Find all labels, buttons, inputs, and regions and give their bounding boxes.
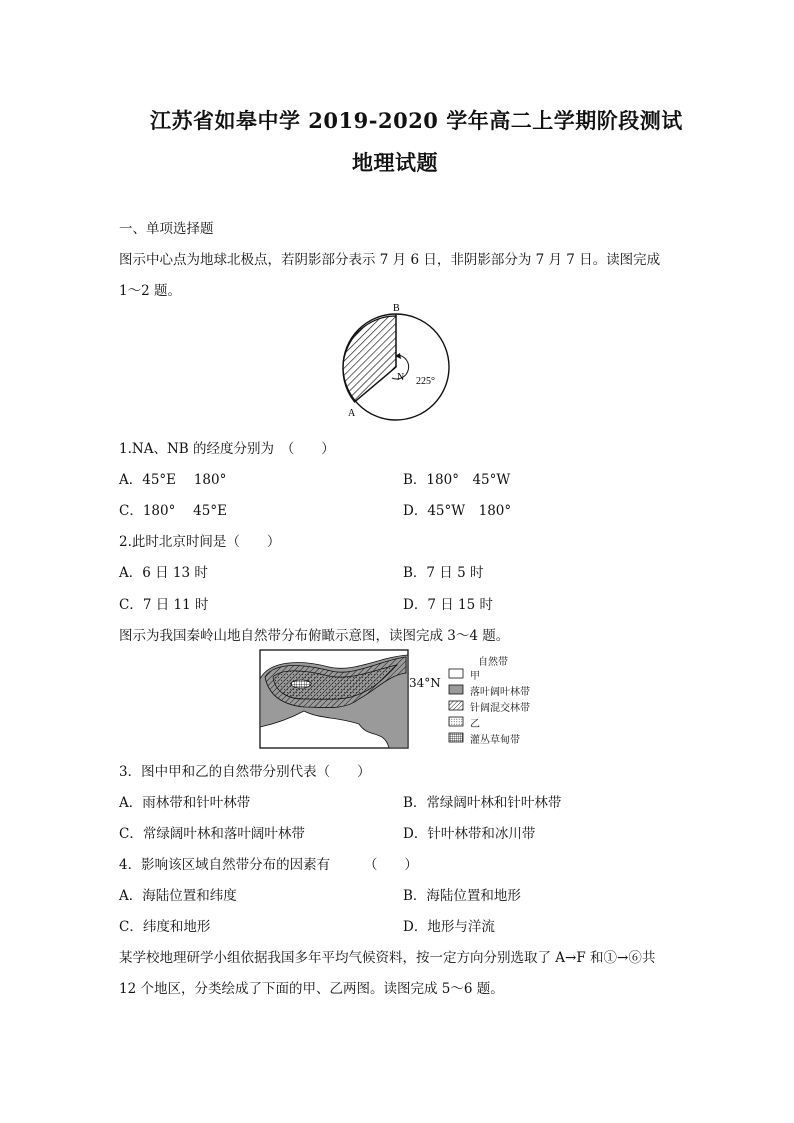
option-a: A．6 日 13 时 xyxy=(119,565,208,581)
option-d: D．45°W 180° xyxy=(403,503,512,519)
question-stem: 2.此时北京时间是（ ） xyxy=(119,534,281,550)
question-stem: 1.NA、NB 的经度分别为 （ ） xyxy=(119,441,335,457)
intro-text: 1～2 题。 xyxy=(119,283,181,299)
legend-swatch-meadow xyxy=(449,733,463,742)
qinling-zone-map xyxy=(259,649,409,749)
page-subtitle: 地理试题 xyxy=(352,150,438,175)
legend-swatch-mixed xyxy=(449,701,463,710)
latitude-label: 34°N xyxy=(409,676,441,690)
legend-title: 自然带 xyxy=(478,657,508,668)
intro-text: 图示为我国秦岭山地自然带分布俯瞰示意图，读图完成 3～4 题。 xyxy=(119,628,510,644)
question-stem: 4．影响该区域自然带分布的因素有 （ ） xyxy=(119,857,418,873)
section-heading: 一、单项选择题 xyxy=(119,221,214,237)
option-b: B．180° 45°W xyxy=(403,472,511,488)
label-a: A xyxy=(348,408,356,419)
option-a: A．雨林带和针叶林带 xyxy=(119,795,251,811)
legend-swatches xyxy=(448,668,466,748)
option-d: D．地形与洋流 xyxy=(403,919,495,935)
option-a: A．海陆位置和纬度 xyxy=(119,888,237,904)
option-d: D．7 日 15 时 xyxy=(403,597,493,613)
option-c: C．纬度和地形 xyxy=(119,919,211,935)
option-c: C．180° 45°E xyxy=(119,503,227,519)
option-c: C．常绿阔叶林和落叶阔叶林带 xyxy=(119,826,305,842)
option-b: B．常绿阔叶林和针叶林带 xyxy=(403,795,562,811)
intro-text: 12 个地区，分类绘成了下面的甲、乙两图。读图完成 5～6 题。 xyxy=(119,981,504,997)
label-n: N xyxy=(397,372,405,383)
option-a: A．45°E 180° xyxy=(119,472,227,488)
option-d: D．针叶林带和冰川带 xyxy=(403,826,536,842)
legend-swatch-yi xyxy=(449,717,463,726)
legend-swatch-jia xyxy=(449,669,463,678)
option-b: B．7 日 5 时 xyxy=(403,565,484,581)
legend-label: 针阔混交林带 xyxy=(470,703,530,714)
question-stem: 3．图中甲和乙的自然带分别代表（ ） xyxy=(119,764,371,780)
angle-label: 225° xyxy=(416,376,435,387)
label-b: B xyxy=(393,304,400,314)
page-title: 江苏省如皋中学 2019-2020 学年高二上学期阶段测试 xyxy=(150,108,683,133)
legend-label: 落叶阔叶林带 xyxy=(470,687,530,698)
option-b: B．海陆位置和地形 xyxy=(403,888,521,904)
intro-text: 图示中心点为地球北极点，若阴影部分表示 7 月 6 日，非阴影部分为 7 月 7 日。读图完成 xyxy=(119,252,661,268)
intro-text: 某学校地理研学小组依据我国多年平均气候资料，按一定方向分别选取了 A→F 和①→⑥共 xyxy=(119,950,656,966)
zone-meadow xyxy=(291,680,311,688)
legend-label: 灌丛草甸带 xyxy=(470,735,520,746)
legend-label: 乙 xyxy=(470,719,480,730)
option-c: C．7 日 11 时 xyxy=(119,597,209,613)
legend-swatch-deciduous xyxy=(449,685,463,694)
legend-label: 甲 xyxy=(470,671,480,682)
polar-day-diagram xyxy=(330,304,460,426)
